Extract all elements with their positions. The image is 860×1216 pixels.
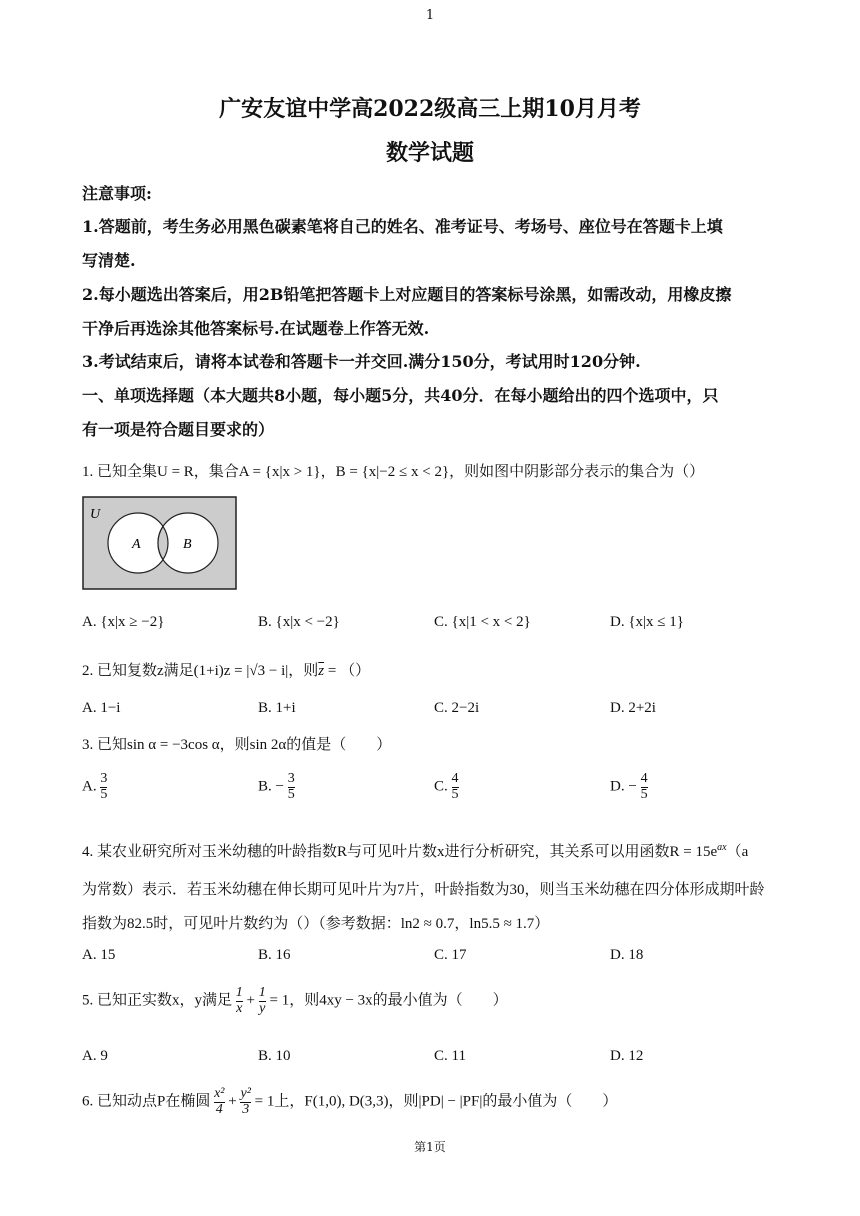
q1-option-a: A. {x|x ≥ −2} <box>82 614 165 630</box>
q4-option-a: A. 15 <box>82 947 116 963</box>
q5-option-d: D. 12 <box>610 1048 644 1064</box>
question-5-text <box>82 986 508 1016</box>
q3-option-c-den: 5 <box>451 786 459 802</box>
q2-stem: 2. 已知复数z满足(1+i)z = |√3 − i|，则 <box>82 663 319 679</box>
question-4-line-1 <box>82 840 748 861</box>
q6-post: = 1上，F(1,0), D(3,3)，则|PD| − |PF|的最小值为（ ） <box>254 1093 618 1110</box>
q5-option-a: A. 9 <box>82 1048 108 1064</box>
q2-option-b: B. 1+i <box>258 700 296 716</box>
venn-label-u: U <box>90 507 101 522</box>
q2-option-c: C. 2−2i <box>434 700 480 716</box>
q5-f1-den: x <box>236 1000 243 1016</box>
page-footer: 第1页 <box>414 1140 446 1154</box>
q2-option-a: A. 1−i <box>82 700 121 716</box>
section-1-line-2: 有一项是符合题目要求的） <box>82 420 275 439</box>
venn-diagram <box>82 496 238 592</box>
q4-option-c: C. 17 <box>434 947 467 963</box>
question-1-text: 1. 已知全集U = R，集合A = {x|x > 1}，B = {x|−2 ≤ x < 2}，则如图中阴影部分表示的集合为（） <box>82 464 705 480</box>
q3-option-a-den: 5 <box>100 786 108 802</box>
note-1-line-1: 1.答题前，考生务必用黑色碳素笔将自己的姓名、准考证号、考场号、座位号在答题卡上填 <box>82 217 723 236</box>
q6-f1-num: x² <box>214 1086 225 1101</box>
q4-line-1-text: 4. 某农业研究所对玉米幼穗的叶龄指数R与可见叶片数x进行分析研究，其关系可以用函数R = 15e <box>82 844 718 860</box>
q6-fraction-2 <box>240 1087 250 1117</box>
q2-option-d: D. 2+2i <box>610 700 656 716</box>
note-1-line-2: 写清楚. <box>82 251 136 270</box>
page-number-top: 1 <box>425 8 435 23</box>
venn-label-b: B <box>183 537 192 552</box>
q5-pre: 5. 已知正实数x，y满足 <box>82 992 233 1009</box>
q3-option-a-label: A. <box>82 778 97 795</box>
q1-option-c: C. {x|1 < x < 2} <box>434 614 531 630</box>
q3-option-a <box>82 772 107 802</box>
q3-option-b-fraction <box>288 772 295 802</box>
question-6-text <box>82 1087 617 1117</box>
exam-title: 广安友谊中学高2022级高三上期10月月考 <box>219 96 641 122</box>
q4-exponent: ax <box>717 842 727 853</box>
question-4-line-3: 指数为82.5时，可见叶片数约为（）（参考数据：ln2 ≈ 0.7，ln5.5 ≈ 1.7） <box>82 916 550 932</box>
q6-f1-den: 4 <box>215 1101 223 1117</box>
q3-option-d-sign: − <box>628 778 637 795</box>
q6-f2-num: y² <box>240 1086 251 1101</box>
question-4-line-2: 为常数）表示．若玉米幼穗在伸长期可见叶片为7片，叶龄指数为30，则当玉米幼穗在四分体形成期叶龄 <box>82 882 765 898</box>
q3-option-d-num: 4 <box>640 771 648 786</box>
q3-option-c-num: 4 <box>451 771 459 786</box>
q4-line-1-tail: （a <box>726 844 749 860</box>
q1-option-d: D. {x|x ≤ 1} <box>610 614 684 630</box>
q5-f2-num: 1 <box>258 985 266 1000</box>
q3-option-b-num: 3 <box>287 771 295 786</box>
section-1-line-1: 一、单项选择题（本大题共8小题，每小题5分，共40分．在每小题给出的四个选项中，只 <box>82 386 719 405</box>
q3-option-d-label: D. <box>610 778 625 795</box>
q5-post: = 1，则4xy − 3x的最小值为（ ） <box>269 992 508 1009</box>
q3-option-b <box>258 772 295 802</box>
q5-option-b: B. 10 <box>258 1048 291 1064</box>
q4-option-d: D. 18 <box>610 947 644 963</box>
note-2-line-1: 2.每小题选出答案后，用2B铅笔把答题卡上对应题目的答案标号涂黑，如需改动，用橡皮擦 <box>82 285 732 304</box>
q3-option-b-sign: − <box>275 778 284 795</box>
q2-zbar: $\overline{z}$ <box>318 663 325 679</box>
q5-f2-den: y <box>259 1000 266 1016</box>
q3-option-b-den: 5 <box>287 786 295 802</box>
q3-option-b-label: B. <box>258 778 272 795</box>
q5-f1-num: 1 <box>235 985 243 1000</box>
q6-fraction-1 <box>214 1087 224 1117</box>
q1-option-b: B. {x|x < −2} <box>258 614 340 630</box>
q5-option-c: C. 11 <box>434 1048 466 1064</box>
question-2-text <box>82 659 370 680</box>
exam-subtitle: 数学试题 <box>385 140 474 166</box>
q3-option-d <box>610 772 648 802</box>
notes-heading: 注意事项: <box>82 184 152 203</box>
q3-option-d-fraction <box>641 772 648 802</box>
venn-label-a: A <box>132 537 141 552</box>
q5-fraction-1 <box>236 986 243 1016</box>
q6-f2-den: 3 <box>242 1101 250 1117</box>
q3-option-c-fraction <box>452 772 459 802</box>
q3-option-a-num: 3 <box>100 771 108 786</box>
note-2-line-2: 干净后再选涂其他答案标号.在试题卷上作答无效. <box>82 319 430 338</box>
q3-option-c-label: C. <box>434 778 448 795</box>
question-3-text: 3. 已知sin α = −3cos α，则sin 2α的值是（ ） <box>82 737 392 753</box>
q2-tail: = （） <box>324 663 371 679</box>
q4-option-b: B. 16 <box>258 947 291 963</box>
q5-plus: + <box>246 992 255 1009</box>
q3-option-d-den: 5 <box>640 786 648 802</box>
q6-plus: + <box>228 1093 237 1110</box>
q5-fraction-2 <box>259 986 266 1016</box>
note-3: 3.考试结束后，请将本试卷和答题卡一并交回.满分150分，考试用时120分钟. <box>82 352 641 371</box>
q6-pre: 6. 已知动点P在椭圆 <box>82 1093 211 1110</box>
q3-option-c <box>434 772 459 802</box>
q3-option-a-fraction <box>100 772 107 802</box>
